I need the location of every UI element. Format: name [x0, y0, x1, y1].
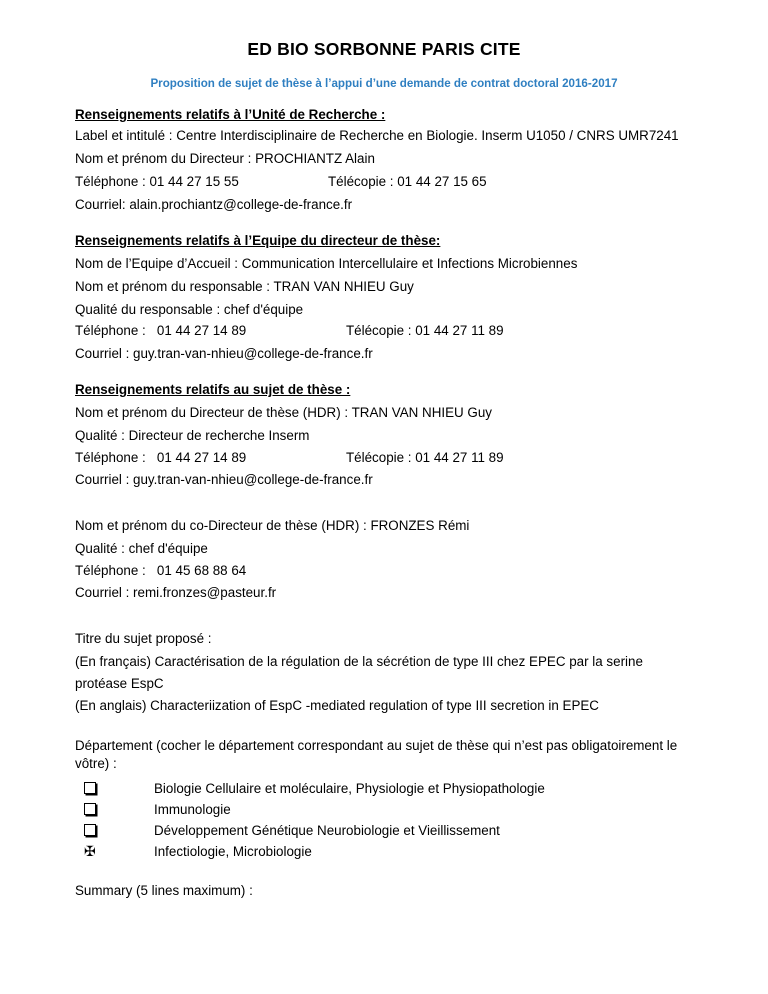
unit-director: Nom et prénom du Directeur : PROCHIANTZ Alain: [75, 151, 375, 166]
subject-title-english: (En anglais) Characteriization of EspC -mediated regulation of type III secretion in EPEC: [75, 698, 599, 713]
department-option-development-genetics[interactable]: [84, 823, 684, 839]
thesis-codirector-email: Courriel : remi.fronzes@pasteur.fr: [75, 585, 277, 600]
department-option-immunology[interactable]: [84, 802, 684, 818]
checkbox-empty-icon[interactable]: [84, 782, 96, 794]
thesis-codirector-quality: Qualité : chef d'équipe: [75, 541, 208, 556]
thesis-director: Nom et prénom du Directeur de thèse (HDR) : TRAN VAN NHIEU Guy: [75, 405, 492, 420]
unit-label: Label et intitulé : Centre Interdisciplinaire de Recherche en Biologie. Inserm U1050 / CNRS UMR7241: [75, 128, 679, 143]
summary-label: Summary (5 lines maximum) :: [75, 883, 253, 898]
team-name: Nom de l’Equipe d’Accueil : Communication Intercellulaire et Infections Microbiennes: [75, 256, 578, 271]
team-fax: Télécopie : 01 44 27 11 89: [346, 323, 504, 338]
team-email: Courriel : guy.tran-van-nhieu@college-de-france.fr: [75, 346, 373, 361]
unit-fax: Télécopie : 01 44 27 15 65: [328, 174, 487, 189]
department-option-infectiology[interactable]: [84, 844, 684, 860]
team-leader: Nom et prénom du responsable : TRAN VAN NHIEU Guy: [75, 279, 414, 294]
thesis-director-email: Courriel : guy.tran-van-nhieu@college-de-france.fr: [75, 472, 373, 487]
checkbox-empty-icon[interactable]: [84, 803, 96, 815]
document-title: ED BIO SORBONNE PARIS CITE: [247, 39, 521, 59]
department-option-cellular-biology[interactable]: [84, 781, 684, 797]
subject-title-french-line2: protéase EspC: [75, 676, 164, 691]
team-phone: Téléphone : 01 44 27 14 89: [75, 323, 247, 338]
checkbox-cross-mark-icon[interactable]: ✠: [84, 843, 96, 859]
unit-phone: Téléphone : 01 44 27 15 55: [75, 174, 239, 189]
team-section-heading: Renseignements relatifs à l’Equipe du directeur de thèse:: [75, 233, 441, 248]
department-option-label: Développement Génétique Neurobiologie et Vieillissement: [154, 823, 500, 838]
department-label-line1: Département (cocher le département correspondant au sujet de thèse qui n’est pas obligatoirement le: [75, 738, 678, 753]
checkbox-empty-icon[interactable]: [84, 824, 96, 836]
department-label-line2: vôtre) :: [75, 756, 117, 771]
thesis-codirector: Nom et prénom du co-Directeur de thèse (HDR) : FRONZES Rémi: [75, 518, 470, 533]
unit-section-heading: Renseignements relatifs à l’Unité de Recherche :: [75, 107, 386, 122]
unit-email: Courriel: alain.prochiantz@college-de-france.fr: [75, 197, 353, 212]
subject-section-heading: Renseignements relatifs au sujet de thèse :: [75, 382, 351, 397]
department-option-label: Immunologie: [154, 802, 231, 817]
subject-title-label: Titre du sujet proposé :: [75, 631, 212, 646]
department-option-label: Biologie Cellulaire et moléculaire, Physiologie et Physiopathologie: [154, 781, 545, 796]
team-leader-quality: Qualité du responsable : chef d'équipe: [75, 302, 304, 317]
thesis-director-phone: Téléphone : 01 44 27 14 89: [75, 450, 247, 465]
subject-title-french-line1: (En français) Caractérisation de la régulation de la sécrétion de type III chez EPEC par la serine: [75, 654, 643, 669]
thesis-director-quality: Qualité : Directeur de recherche Inserm: [75, 428, 310, 443]
document-subtitle: Proposition de sujet de thèse à l’appui d’une demande de contrat doctoral 2016-2017: [150, 77, 618, 90]
thesis-director-fax: Télécopie : 01 44 27 11 89: [346, 450, 504, 465]
department-option-label: Infectiologie, Microbiologie: [154, 844, 312, 859]
thesis-codirector-phone: Téléphone : 01 45 68 88 64: [75, 563, 247, 578]
